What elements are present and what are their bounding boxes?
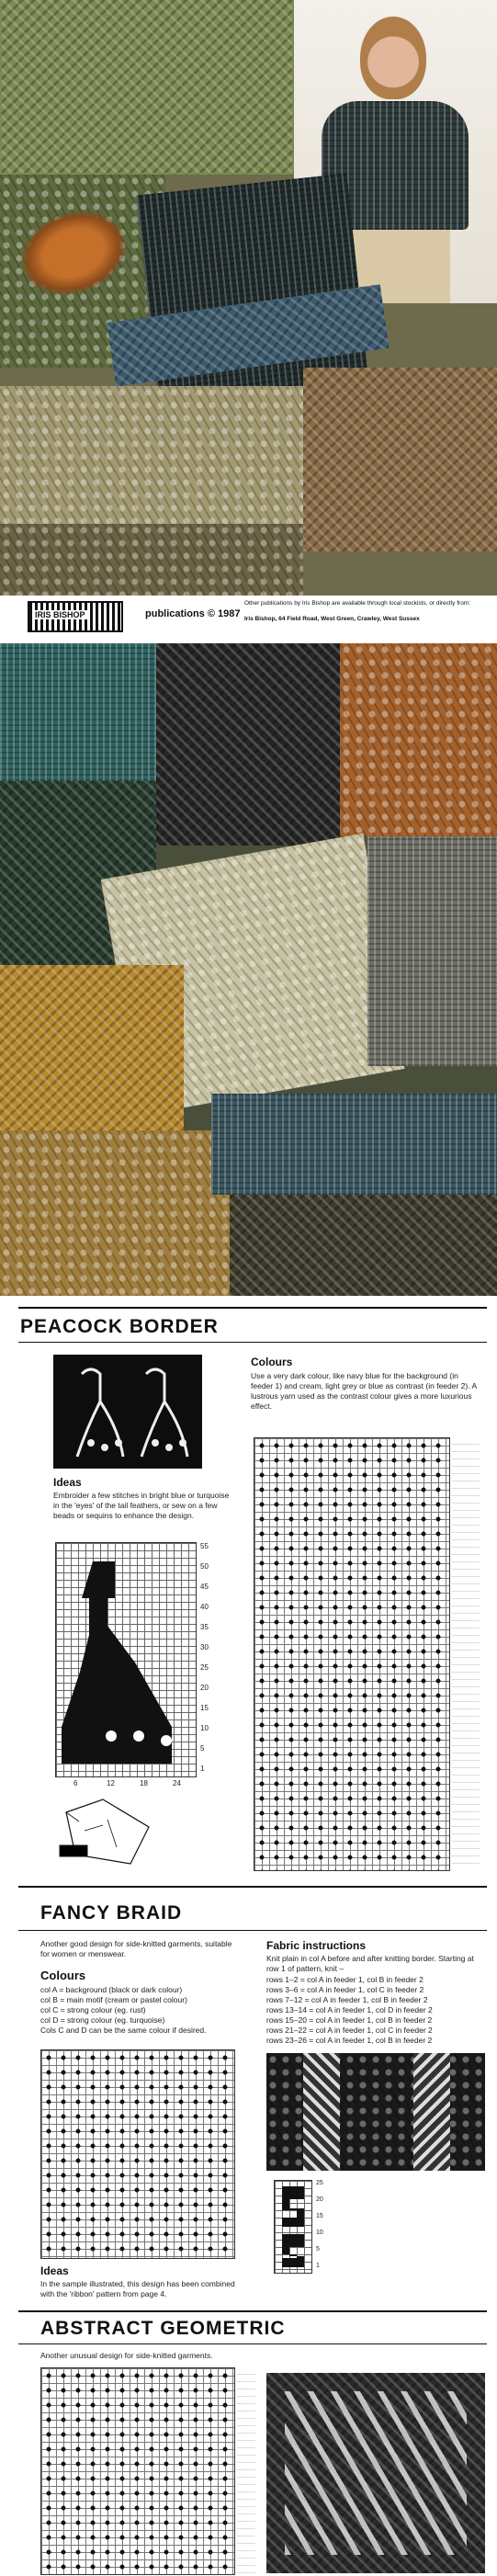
abstract-underline xyxy=(18,2343,487,2344)
fabric-row: rows 7–12 = col A in feeder 1, col B in feeder 2 xyxy=(266,1995,428,2004)
swatch-grey-right xyxy=(367,836,497,1066)
braid-photo xyxy=(266,2053,485,2171)
row-number: 5 xyxy=(200,1744,205,1753)
row-number: 10 xyxy=(200,1724,209,1732)
photo-collage-top xyxy=(0,0,497,634)
abstract-chart-numbers xyxy=(237,2367,255,2573)
large-chart-row-numbers xyxy=(452,1437,480,1869)
colour-line: col D = strong colour (eg. turquoise) xyxy=(40,2015,165,2025)
colours-text: Use a very dark colour, like navy blue for the background (in feeder 1) and cream, light grey or blue as contrast (in feeder 2). A lustrous yarn used as the contrast colour gives a more luxurious effect. xyxy=(251,1371,477,1411)
row-number: 20 xyxy=(316,2196,323,2203)
peacock-border-page xyxy=(0,1305,497,1879)
colour-line: col A = background (black or dark colour) xyxy=(40,1985,183,1994)
fancy-braid-page xyxy=(0,1884,497,2576)
swatch-black-white xyxy=(156,643,340,845)
section-rule xyxy=(18,2310,487,2312)
peacock-chart-small xyxy=(55,1542,197,1777)
row-number: 35 xyxy=(200,1623,209,1631)
row-number: 50 xyxy=(200,1562,209,1571)
row-number: 40 xyxy=(200,1603,209,1611)
row-number: 55 xyxy=(200,1542,209,1550)
page-rule-top xyxy=(18,1307,487,1309)
colour-line: col B = main motif (cream or pastel colour) xyxy=(40,1995,187,2004)
small-chart-numbers xyxy=(316,2180,334,2272)
braid-small-motif xyxy=(275,2181,311,2273)
row-number: 45 xyxy=(200,1583,209,1591)
colour-line: col C = strong colour (eg. rust) xyxy=(40,2005,146,2014)
braid-intro: Another good design for side-knitted garments, suitable for women or menswear. xyxy=(40,1939,232,1958)
abstract-photo xyxy=(266,2373,485,2573)
logo-text: IRIS BISHOP xyxy=(35,610,85,619)
fabric-heading: Fabric instructions xyxy=(266,1939,367,1952)
row-number: 1 xyxy=(200,1765,205,1773)
page-title: PEACOCK BORDER xyxy=(20,1316,219,1337)
fabric-row: rows 23–26 = col A in feeder 1, col B in feeder 2 xyxy=(266,2036,433,2045)
swatch-top-left xyxy=(0,0,294,175)
row-number: 25 xyxy=(316,2180,323,2186)
publisher-note: Other publications by Iris Bishop are available through local stockists, or directly from: xyxy=(244,600,471,607)
row-number: 5 xyxy=(316,2246,320,2253)
photo-collage-swatches xyxy=(0,643,497,1296)
braid-photo-band xyxy=(303,2053,340,2171)
row-number: 15 xyxy=(316,2213,323,2219)
title-underline xyxy=(18,1930,487,1931)
abstract-photo-motif xyxy=(285,2391,467,2555)
fabric-intro: Knit plain in col A before and after knitting border. Starting at row 1 of pattern, knit – xyxy=(266,1954,474,1973)
garment-diagram xyxy=(57,1794,158,1867)
garment-diagram-drawing xyxy=(57,1794,158,1867)
row-number: 15 xyxy=(200,1704,209,1712)
peacock-silhouette xyxy=(56,1543,196,1776)
swatch-bottom xyxy=(0,524,303,596)
row-number: 10 xyxy=(316,2230,323,2236)
fabric-row: rows 3–6 = col A in feeder 1, col C in feeder 2 xyxy=(266,1985,424,1994)
swatch-rust xyxy=(340,643,497,836)
abstract-title: ABSTRACT GEOMETRIC xyxy=(40,2318,286,2339)
ideas-text: Embroider a few stitches in bright blue or turquoise in the 'eyes' of the tail feathers, or sew on a few beads or sequins to enhance the design. xyxy=(53,1491,230,1520)
publications-label: publications © 1987 xyxy=(145,608,241,619)
braid-small-chart xyxy=(274,2180,312,2274)
braid-photo-band xyxy=(413,2053,450,2171)
swatch-teal xyxy=(0,643,156,781)
ideas-heading: Ideas xyxy=(53,1476,82,1489)
publisher-strip xyxy=(0,596,497,634)
swatch-bottom-dark xyxy=(230,1195,497,1296)
bottom-column-numbers xyxy=(55,1779,202,1790)
page-title: FANCY BRAID xyxy=(40,1902,183,1923)
peacock-chart-large xyxy=(254,1437,450,1871)
fabric-row: rows 21–22 = col A in feeder 1, col C in feeder 2 xyxy=(266,2026,433,2035)
model-head xyxy=(360,17,426,99)
publisher-address: Iris Bishop, 64 Field Road, West Green, Crawley, West Sussex xyxy=(244,616,420,622)
braid-ideas-text: In the sample illustrated, this design has been combined with the 'ribbon' pattern from page 4. xyxy=(40,2279,235,2298)
row-number: 30 xyxy=(200,1643,209,1651)
abstract-intro: Another unusual design for side-knitted garments. xyxy=(40,2351,213,2360)
abstract-chart xyxy=(40,2367,235,2575)
row-number: 1 xyxy=(316,2263,320,2269)
column-number: 18 xyxy=(140,1779,148,1787)
swatch-gold-knot xyxy=(0,965,184,1130)
colours-heading: Colours xyxy=(251,1356,293,1368)
iris-bishop-logo xyxy=(28,601,123,632)
row-number: 20 xyxy=(200,1684,209,1692)
page-rule-top xyxy=(18,1886,487,1888)
column-number: 24 xyxy=(173,1779,181,1787)
braid-photo-knit xyxy=(266,2053,485,2171)
left-row-numbers xyxy=(200,1542,222,1776)
row-number: 25 xyxy=(200,1663,209,1672)
column-number: 12 xyxy=(107,1779,115,1787)
braid-ideas-heading: Ideas xyxy=(40,2264,69,2277)
peacock-illustration xyxy=(54,1356,201,1468)
column-number: 6 xyxy=(73,1779,78,1787)
colour-line: Cols C and D can be the same colour if desired. xyxy=(40,2026,207,2035)
braid-chart xyxy=(40,2049,235,2259)
swatch-blue-strip xyxy=(211,1094,497,1195)
swatch-beige xyxy=(0,386,303,524)
swatch-brown-right xyxy=(303,368,497,551)
fabric-row: rows 15–20 = col A in feeder 1, col B in feeder 2 xyxy=(266,2015,433,2025)
peacock-photo xyxy=(53,1355,202,1469)
braid-colours-heading: Colours xyxy=(40,1969,86,1982)
fabric-row: rows 1–2 = col A in feeder 1, col B in feeder 2 xyxy=(266,1975,424,1984)
fabric-row: rows 13–14 = col A in feeder 1, col D in feeder 2 xyxy=(266,2005,433,2014)
swatch-mustard xyxy=(0,1130,230,1296)
title-underline xyxy=(18,1342,487,1343)
